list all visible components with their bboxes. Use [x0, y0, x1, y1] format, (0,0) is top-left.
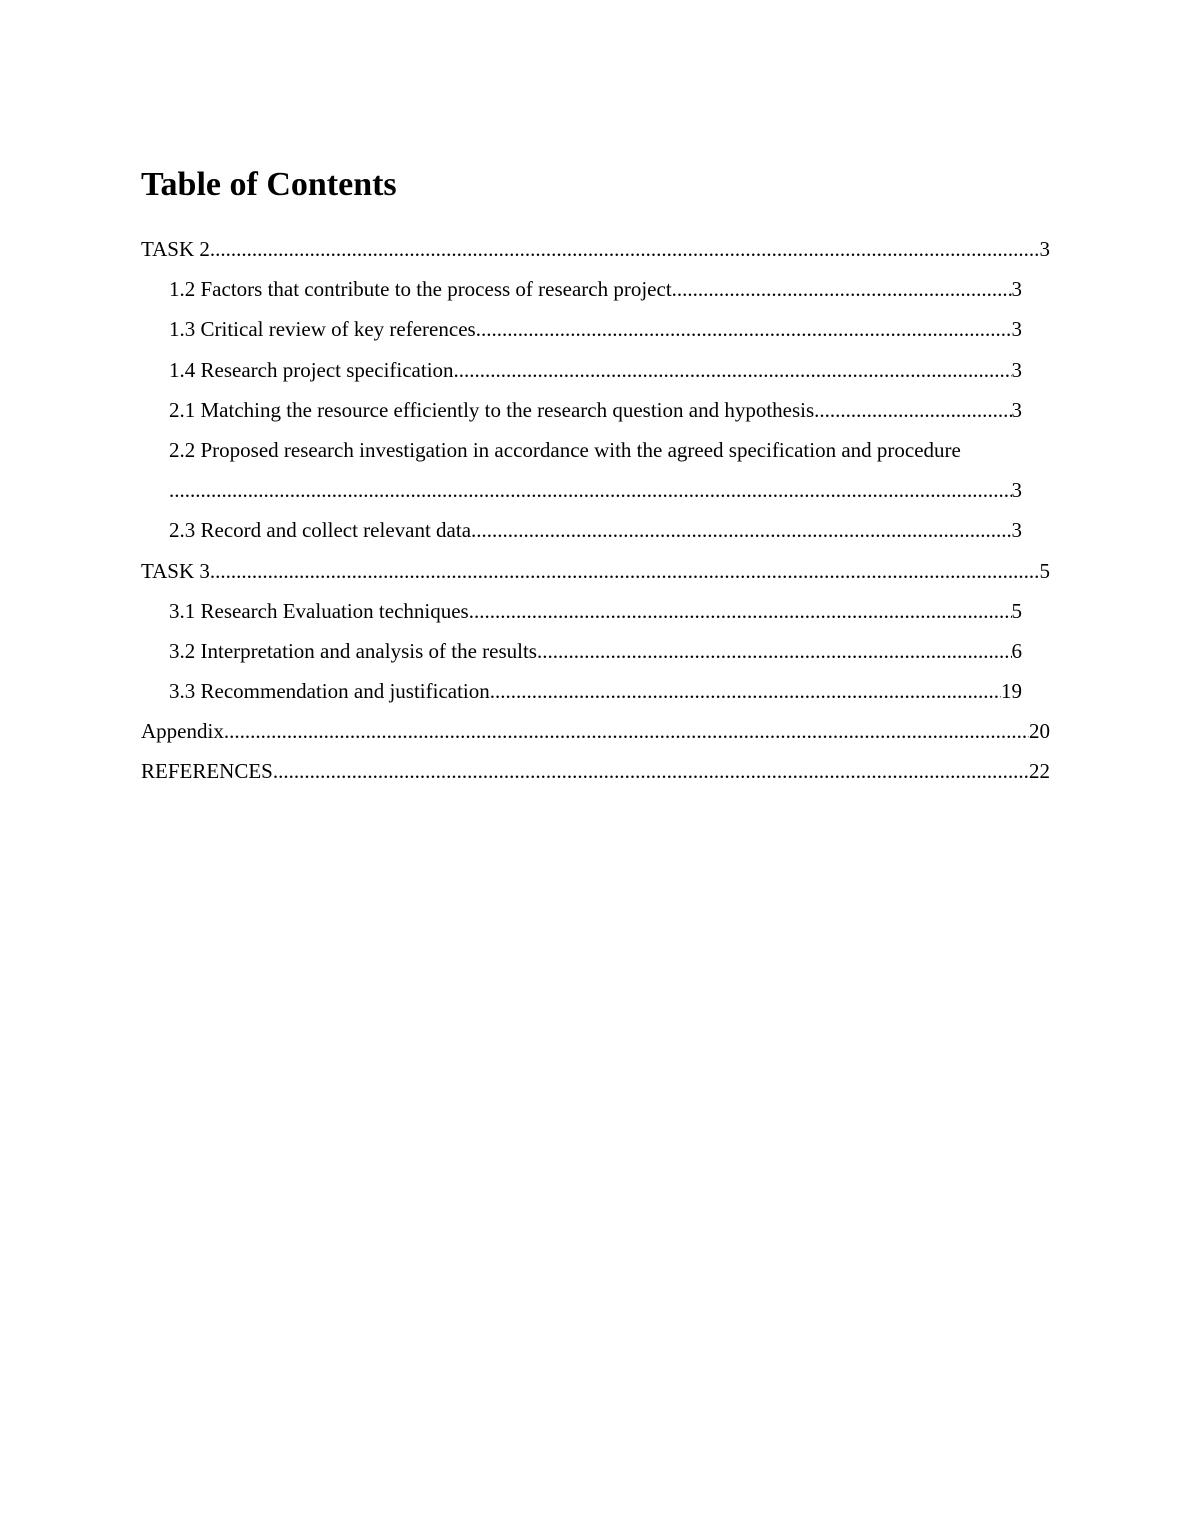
toc-entry-page: 5 [1011, 598, 1022, 623]
dot-leader [471, 510, 1011, 550]
toc-entry-text: 1.2 Factors that contribute to the process of research project [169, 277, 672, 302]
toc-entry-2-2-leader-line[interactable] [169, 470, 1022, 510]
dot-leader [537, 631, 1012, 671]
dot-leader [672, 269, 1012, 309]
dot-leader [210, 229, 1040, 269]
toc-entry-text: TASK 3 [141, 558, 210, 583]
toc-entry-page: 3 [1011, 397, 1022, 422]
toc-entry-2-3[interactable] [169, 510, 1022, 550]
toc-entry-task-3[interactable] [141, 551, 1050, 591]
toc-entry-1-2[interactable] [169, 269, 1022, 309]
toc-entry-text: 2.2 Proposed research investigation in accordance with the agreed specification and procedure [169, 437, 961, 462]
toc-entry-1-4[interactable] [169, 350, 1022, 390]
dot-leader [224, 711, 1029, 751]
toc-entry-appendix[interactable] [141, 711, 1050, 751]
toc-entry-3-2[interactable] [169, 631, 1022, 671]
toc-entry-text: 2.1 Matching the resource efficiently to the research question and hypothesis [169, 397, 815, 422]
toc-entry-2-1[interactable] [169, 390, 1022, 430]
toc-entry-page: 19 [1001, 679, 1022, 704]
toc-entry-text: 3.3 Recommendation and justification [169, 679, 490, 704]
toc-entry-page: 3 [1011, 277, 1022, 302]
toc-entry-page: 5 [1039, 558, 1050, 583]
dot-leader [273, 751, 1029, 791]
toc-entry-3-1[interactable] [169, 591, 1022, 631]
toc-entry-page: 3 [1039, 237, 1050, 261]
dot-leader [476, 309, 1012, 349]
toc-entry-page: 6 [1011, 638, 1022, 663]
toc-entry-text: Appendix [141, 719, 224, 744]
toc-entry-page: 3 [1011, 478, 1022, 503]
toc-entry-page: 3 [1011, 357, 1022, 382]
toc-entry-1-3[interactable] [169, 309, 1022, 349]
toc-entry-text: REFERENCES [141, 759, 273, 784]
dot-leader [210, 551, 1040, 591]
toc-entry-text: 3.2 Interpretation and analysis of the results [169, 638, 537, 663]
toc-title: Table of Contents [141, 166, 397, 203]
dot-leader [169, 470, 1012, 510]
toc-entry-references[interactable] [141, 751, 1050, 791]
toc-entry-task-2[interactable] [141, 229, 1050, 269]
toc-entry-3-3[interactable] [169, 671, 1022, 711]
toc-entry-text: 1.4 Research project specification [169, 357, 454, 382]
toc-entry-text: TASK 2 [141, 237, 210, 261]
dot-leader [814, 390, 1011, 430]
toc-entry-page: 3 [1011, 518, 1022, 543]
toc-entry-page: 3 [1011, 317, 1022, 342]
toc-entry-page: 22 [1029, 759, 1050, 784]
toc-entry-page: 20 [1029, 719, 1050, 744]
toc-entry-text: 1.3 Critical review of key references [169, 317, 476, 342]
dot-leader [469, 591, 1012, 631]
table-of-contents [141, 229, 1050, 792]
toc-entry-2-2[interactable] [169, 430, 1050, 470]
dot-leader [454, 350, 1012, 390]
toc-entry-text: 3.1 Research Evaluation techniques [169, 598, 469, 623]
toc-entry-text: 2.3 Record and collect relevant data [169, 518, 472, 543]
dot-leader [490, 671, 1001, 711]
